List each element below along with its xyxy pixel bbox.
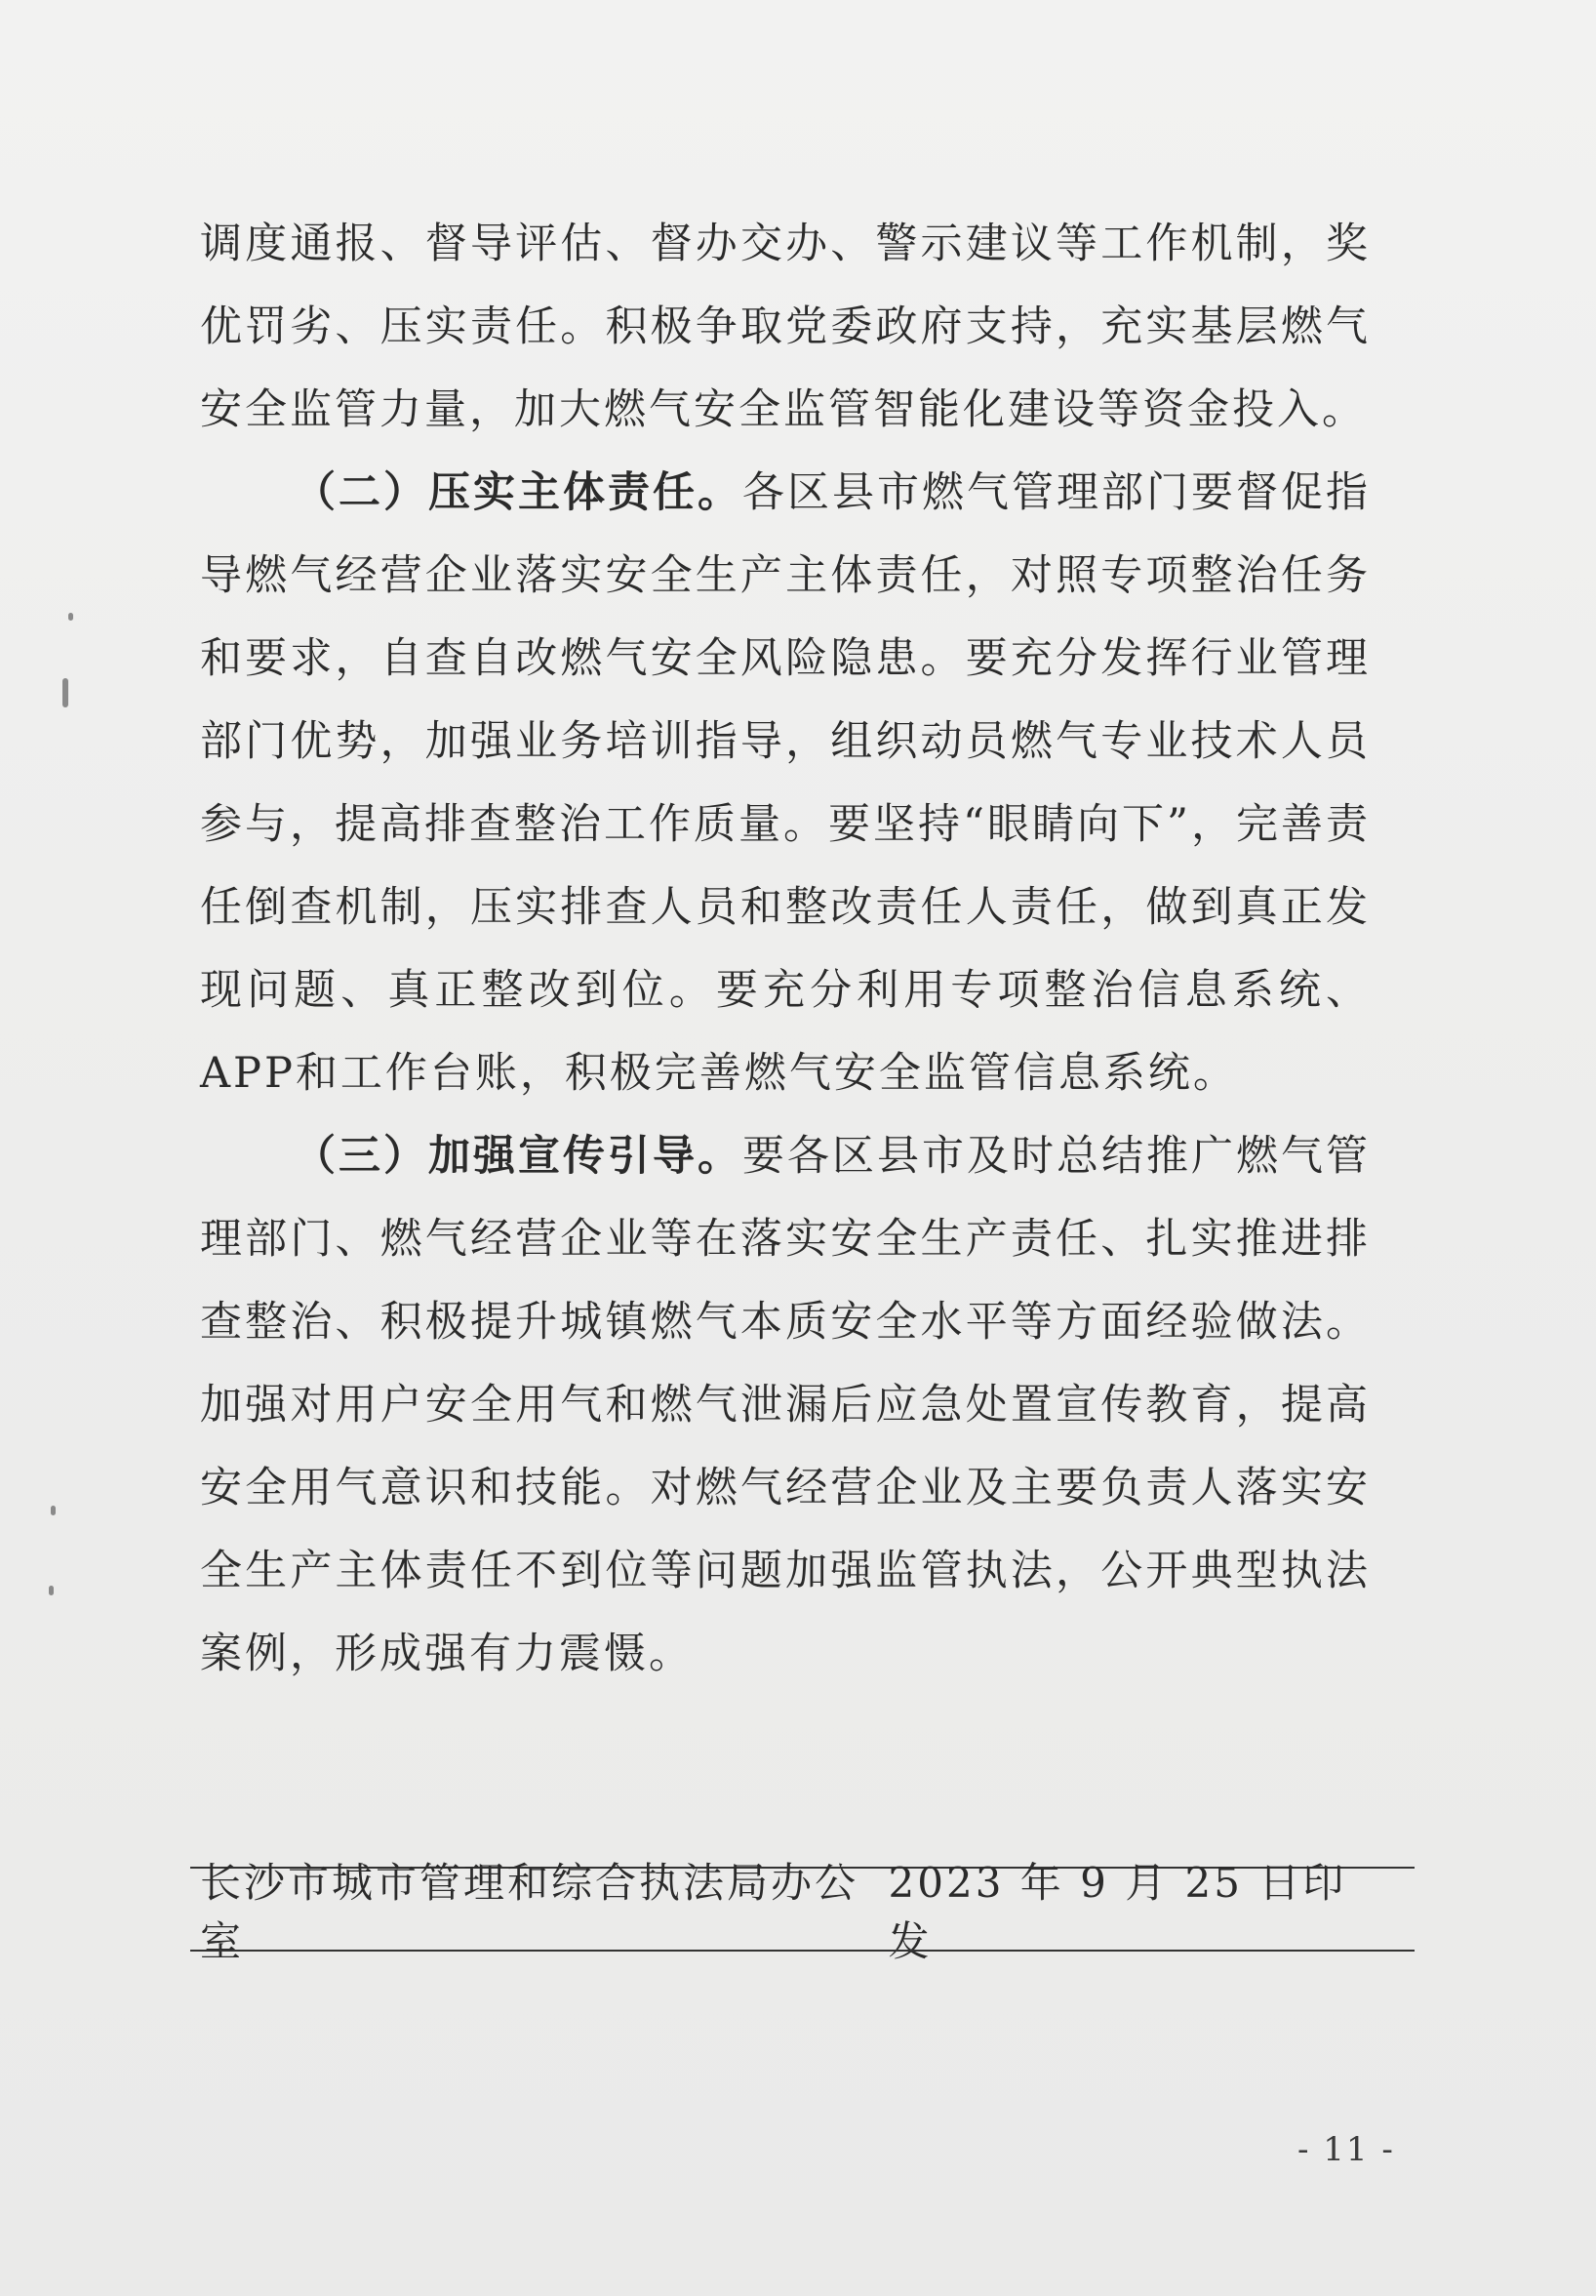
binding-hole-mark [51,1506,56,1515]
paragraph-continued [200,203,1371,452]
paragraph-section-3 [200,1115,1371,1696]
section-heading: （二）压实主体责任。 [294,468,742,517]
page-number: - 11 - [1297,2130,1395,2169]
paragraph-text: 要各区县市及时总结推广燃气管理部门、燃气经营企业等在落实安全生产责任、扎实推进排查整治、积极提升城镇燃气本质安全水平等方面经验做法。加强对用户安全用气和燃气泄漏后应急处置宣传教育，提高安全用气意识和技能。对燃气经营企业及主要负责人落实安全生产主体责任不到位等问题加强监管执法，公开典型执法案例，形成强有力震慑。 [200,1132,1371,1678]
issue-date: 2023 年 9 月 25 日印发 [888,1859,1347,1965]
document-body [200,203,1371,1696]
issuance-footer [200,1859,1380,1965]
issuer-name: 长沙市城市管理和综合执法局办公室 [200,1859,859,1965]
paragraph-section-2 [200,452,1371,1115]
binding-hole-mark [49,1586,54,1595]
section-heading: （三）加强宣传引导。 [294,1132,742,1181]
binding-hole-mark [62,678,68,707]
footer-rule-bottom [190,1950,1415,1952]
paragraph-text: 调度通报、督导评估、督办交办、警示建议等工作机制，奖优罚劣、压实责任。积极争取党委政府支持，充实基层燃气安全监管力量，加大燃气安全监管智能化建设等资金投入。 [200,220,1371,434]
paragraph-text: 各区县市燃气管理部门要督促指导燃气经营企业落实安全生产主体责任，对照专项整治任务和要求，自查自改燃气安全风险隐患。要充分发挥行业管理部门优势，加强业务培训指导，组织动员燃气专业技术人员参与，提高排查整治工作质量。要坚持“眼睛向下”，完善责任倒查机制，压实排查人员和整改责任人责任，做到真正发现问题、真正整改到位。要充分利用专项整治信息系统、APP和工作台账，积极完善燃气安全监管信息系统。 [200,468,1371,1098]
binding-hole-mark [68,613,73,621]
